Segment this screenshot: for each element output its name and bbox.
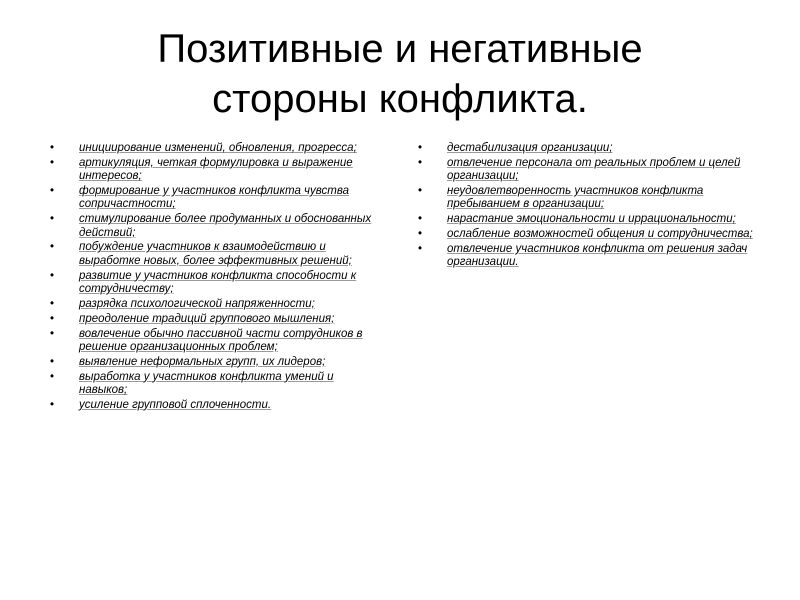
list-item: • выявление неформальных групп, их лидеров; bbox=[50, 355, 326, 368]
list-item: • отвлечение участников конфликта от решения задач организации. bbox=[418, 243, 748, 269]
list-item: • стимулирование более продуманных и обоснованных действий; bbox=[50, 213, 372, 239]
bullet-icon: • bbox=[50, 355, 55, 368]
bullet-icon: • bbox=[418, 213, 423, 226]
bullet-icon: • bbox=[418, 185, 423, 198]
list-item: • побуждение участников к взаимодействию и выработке новых, более эффективных решений; bbox=[50, 241, 352, 267]
list-item: • вовлечение обычно пассивной части сотрудников в решение организационных проблем; bbox=[50, 327, 363, 353]
slide-title-line-2: стороны конфликта. bbox=[212, 77, 588, 121]
list-item: • разрядка психологической напряженности; bbox=[50, 297, 315, 310]
list-item: • инициирование изменений, обновления, прогресса; bbox=[50, 142, 357, 154]
bullet-icon: • bbox=[50, 185, 55, 198]
bullet-icon: • bbox=[50, 398, 55, 411]
bullet-icon: • bbox=[50, 241, 55, 254]
list-item: • отвлечение персонала от реальных проблем и целей организации; bbox=[418, 156, 741, 183]
bullet-icon: • bbox=[418, 142, 423, 154]
list-item: • выработка у участников конфликта умений и навыков; bbox=[50, 370, 334, 396]
list-item: • неудовлетворенность участников конфликта пребыванием в организации; bbox=[418, 185, 704, 211]
bullet-icon: • bbox=[50, 142, 55, 154]
bullet-icon: • bbox=[50, 269, 55, 282]
bullet-icon: • bbox=[418, 228, 423, 241]
list-item: • усиление групповой сплоченности. bbox=[50, 398, 272, 411]
list-item: • нарастание эмоциональности и иррациональности; bbox=[418, 213, 736, 226]
list-item: • развитие у участников конфликта способности к сотрудничеству; bbox=[50, 269, 357, 295]
list-item: • формирование у участников конфликта чувства сопричастности; bbox=[50, 185, 349, 211]
slide-title-line-1: Позитивные и негативные bbox=[157, 27, 643, 71]
bullet-icon: • bbox=[418, 243, 423, 256]
bullet-icon: • bbox=[418, 156, 423, 169]
bullet-icon: • bbox=[50, 156, 55, 169]
bullet-icon: • bbox=[50, 327, 55, 340]
list-item: • артикуляция, четкая формулировка и выражение интересов; bbox=[50, 156, 353, 183]
list-item: • дестабилизация организации; bbox=[418, 142, 613, 154]
positive-sides-list bbox=[50, 142, 380, 414]
bullet-icon: • bbox=[50, 297, 55, 310]
bullet-icon: • bbox=[50, 370, 55, 383]
bullet-icon: • bbox=[50, 312, 55, 325]
bullet-icon: • bbox=[50, 213, 55, 226]
list-item: • ослабление возможностей общения и сотрудничества; bbox=[418, 228, 753, 241]
list-item: • преодоление традиций группового мышления; bbox=[50, 312, 335, 325]
negative-sides-list bbox=[418, 142, 756, 271]
slide-title bbox=[40, 24, 760, 124]
